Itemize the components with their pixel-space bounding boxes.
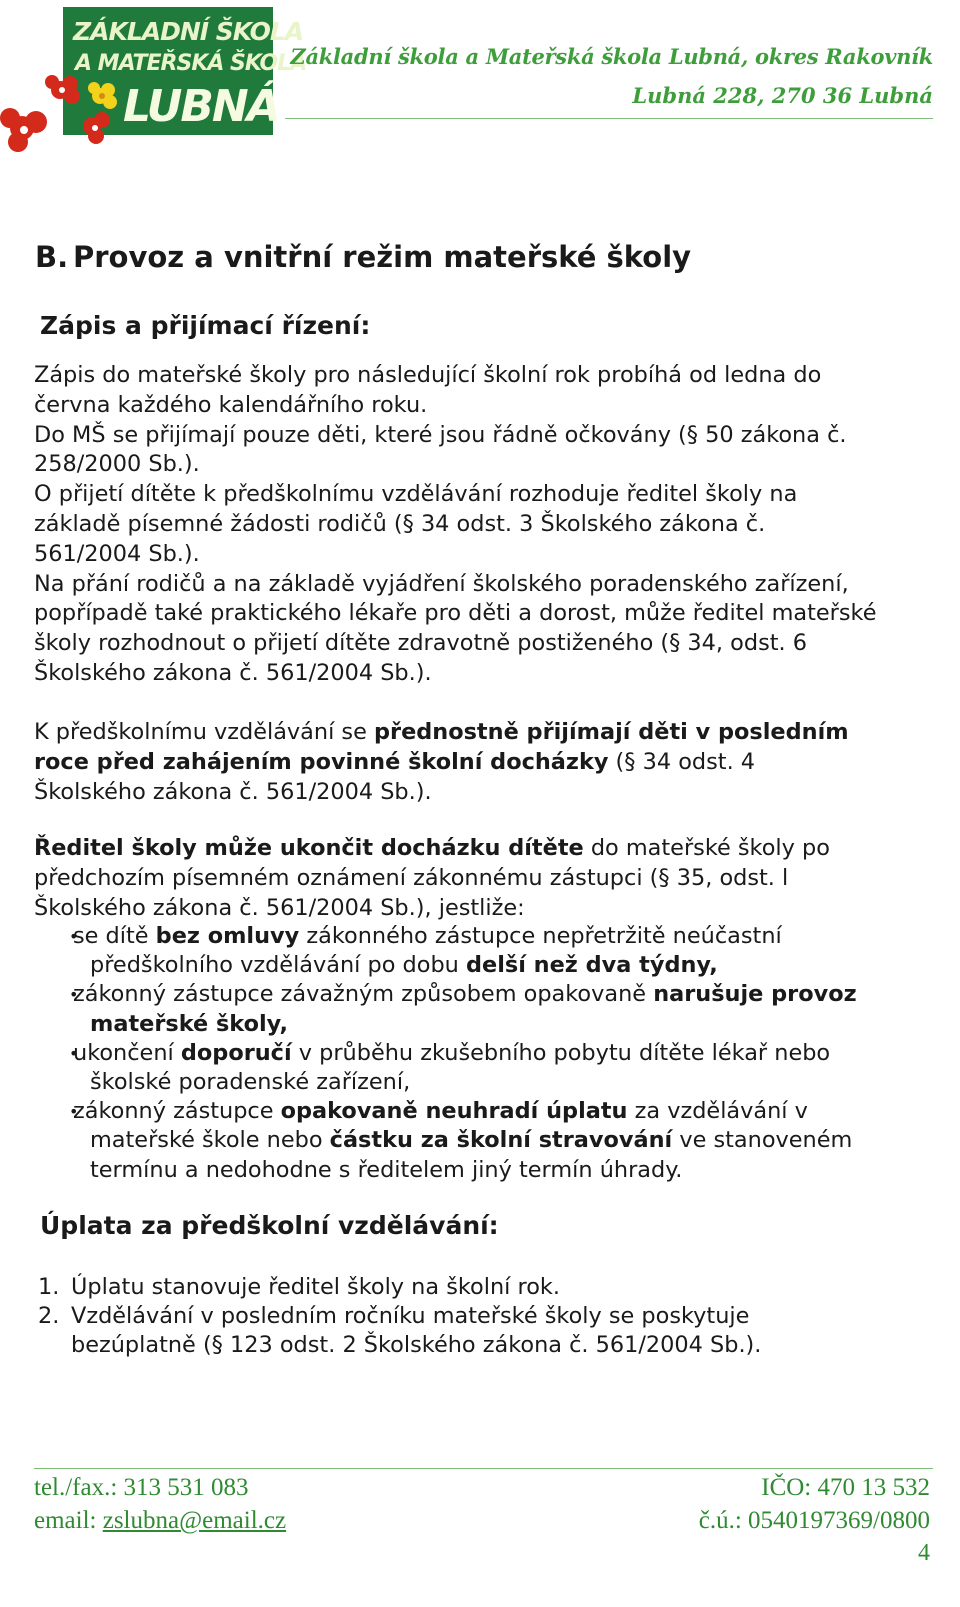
heading-zapis: Zápis a přijímací řízení: <box>40 311 371 340</box>
bold-text: delší než dva týdny, <box>465 952 718 979</box>
bold-text: roce před zahájením povinné školní docházky <box>34 748 609 775</box>
text-run: termínu a nedohodne s ředitelem jiný termín úhrady. <box>90 1156 683 1183</box>
text-run: bezúplatně (§ 123 odst. 2 Školského zákona č. 561/2004 Sb.). <box>71 1332 762 1358</box>
text-line: školy rozhodnout o přijetí dítěte zdravotně postiženého (§ 34, odst. 6 <box>34 630 807 657</box>
list-item <box>34 980 940 1038</box>
school-address: Lubná 228, 270 36 Lubná <box>632 83 933 108</box>
bold-text: mateřské školy, <box>90 1010 289 1037</box>
email-link[interactable]: zslubna@email.cz <box>102 1507 287 1534</box>
header-divider <box>285 118 933 119</box>
section-number: B. <box>35 240 69 274</box>
text-run: (§ 34 odst. 4 <box>608 748 756 775</box>
text-line: popřípadě také praktického lékaře pro děti a dorost, může ředitel mateřské <box>34 600 877 627</box>
text-line: června každého kalendářního roku. <box>34 391 428 418</box>
bold-text: narušuje provoz <box>653 981 857 1008</box>
text-line: Školského zákona č. 561/2004 Sb.). <box>34 659 432 686</box>
list-item <box>34 1302 940 1360</box>
text-line: Do MŠ se přijímají pouze děti, které jsou řádně očkovány (§ 50 zákona č. <box>34 421 847 448</box>
logo-text-line2: A MATEŘSKÁ ŠKOLA <box>75 51 307 76</box>
text-run: Vzdělávání v posledním ročníku mateřské školy se poskytuje <box>71 1303 750 1329</box>
text-line: Školského zákona č. 561/2004 Sb.). <box>34 778 432 805</box>
text-line: předchozím písemném oznámení zákonnému zástupci (§ 35, odst. l <box>34 864 789 891</box>
text-line: Zápis do mateřské školy pro následující školní rok probíhá od ledna do <box>34 362 822 388</box>
section-title <box>35 240 691 274</box>
paragraph-termination <box>34 834 940 923</box>
text-run: školské poradenské zařízení, <box>90 1069 411 1096</box>
footer-account: č.ú.: 0540197369/0800 <box>698 1507 930 1534</box>
footer-divider <box>34 1468 933 1469</box>
list-item <box>34 1273 940 1302</box>
list-number: 2. <box>38 1303 60 1329</box>
list-number: 1. <box>38 1274 60 1300</box>
text-run: ukončení <box>73 1039 181 1066</box>
text-line <box>34 748 940 778</box>
list-item <box>34 1039 940 1097</box>
fee-list <box>34 1273 940 1360</box>
bold-text: doporučí <box>180 1039 292 1066</box>
bold-text: Ředitel školy může ukončit docházku dítěte <box>34 835 584 861</box>
text-line <box>34 718 940 748</box>
text-run: Úplatu stanovuje ředitel školy na školní rok. <box>71 1274 560 1300</box>
email-label: email: <box>34 1507 103 1534</box>
section-title-text: Provoz a vnitřní režim mateřské školy <box>73 240 692 274</box>
text-line: 561/2004 Sb.). <box>34 540 200 567</box>
bold-text: opakovaně neuhradí úplatu <box>280 1098 628 1125</box>
heading-uplata: Úplata za předškolní vzdělávání: <box>40 1211 499 1240</box>
text-line: Školského zákona č. 561/2004 Sb.), jestliže: <box>34 894 525 921</box>
footer-email <box>34 1507 286 1535</box>
list-item <box>34 922 940 980</box>
school-name: Základní škola a Mateřská škola Lubná, okres Rakovník <box>290 44 933 69</box>
text-run: mateřské škole nebo <box>90 1127 330 1154</box>
logo-text-line3: LUBNÁ <box>123 81 279 132</box>
bold-text: bez omluvy <box>155 923 300 949</box>
text-line: základě písemné žádosti rodičů (§ 34 odst. 3 Školského zákona č. <box>34 510 766 537</box>
text-run: za vzdělávání v <box>627 1098 808 1125</box>
bold-text: přednostně přijímají děti v posledním <box>374 719 849 745</box>
text-run: ve stanoveném <box>672 1127 853 1154</box>
flowers-icon <box>0 70 140 160</box>
text-line: 258/2000 Sb.). <box>34 451 200 478</box>
footer-ico: IČO: 470 13 532 <box>761 1474 930 1501</box>
termination-reasons-list <box>34 922 940 1185</box>
list-item <box>34 1097 940 1185</box>
footer-phone: tel./fax.: 313 531 083 <box>34 1474 249 1501</box>
bold-text: částku za školní stravování <box>329 1127 673 1154</box>
text-line <box>34 834 940 864</box>
page-number: 4 <box>918 1540 930 1566</box>
paragraph-admission <box>34 361 940 689</box>
logo-text-line1: ZÁKLADNÍ ŠKOLA <box>73 17 304 46</box>
text-run: zákonného zástupce nepřetržitě neúčastní <box>299 923 782 949</box>
text-run: do mateřské školy po <box>583 835 830 861</box>
text-run: zákonný zástupce <box>73 1098 281 1125</box>
text-run: v průběhu zkušebního pobytu dítěte lékař nebo <box>291 1039 831 1066</box>
text-run: se dítě <box>73 923 156 949</box>
text-line: O přijetí dítěte k předškolnímu vzdělávání rozhoduje ředitel školy na <box>34 481 798 508</box>
text-run: zákonný zástupce závažným způsobem opakovaně <box>73 981 654 1008</box>
text-run: předškolního vzdělávání po dobu <box>90 952 466 979</box>
text-line: Na přání rodičů a na základě vyjádření školského poradenského zařízení, <box>34 570 849 597</box>
text-run: K předškolnímu vzdělávání se <box>34 719 374 745</box>
paragraph-priority <box>34 718 940 807</box>
